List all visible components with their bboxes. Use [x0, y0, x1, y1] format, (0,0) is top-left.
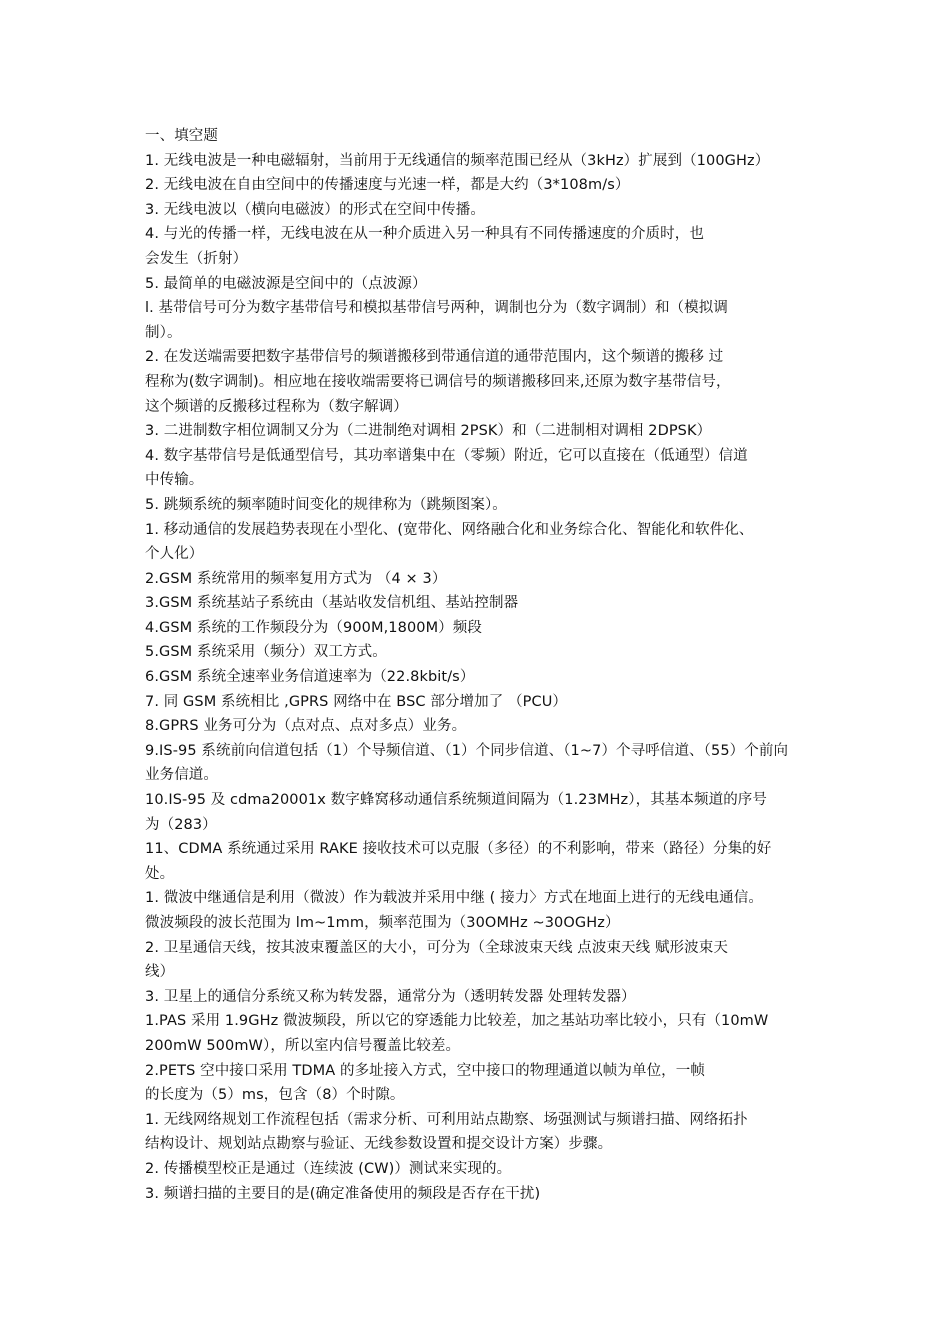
text-line: 200mW 500mW），所以室内信号覆盖比较差。: [145, 1037, 461, 1054]
text-line: 2. 卫星通信天线，按其波束覆盖区的大小，可分为（全球波束天线 点波束天线 赋形波束天: [145, 939, 728, 956]
text-line: 一、填空题: [145, 128, 218, 144]
text-line: 2.PETS 空中接口采用 TDMA 的多址接入方式，空中接口的物理通道以帧为单位，一帧: [145, 1062, 705, 1079]
text-line: 3. 二进制数字相位调制又分为（二进制绝对调相 2PSK）和（二进制相对调相 2DPSK）: [145, 423, 712, 440]
text-line: 1. 无线网络规划工作流程包括（需求分析、可利用站点勘察、场强测试与频谱扫描、网络拓扑: [145, 1111, 748, 1128]
text-line: 5.GSM 系统采用（频分）双工方式。: [145, 644, 387, 661]
text-line: 业务信道。: [145, 767, 218, 784]
text-line: 处。: [145, 865, 175, 882]
text-line: 微波频段的波长范围为 lm~1mm，频率范围为（30OMHz ~30OGHz）: [145, 915, 620, 931]
text-line: 2.GSM 系统常用的频率复用方式为 （4 × 3）: [145, 570, 447, 587]
text-line: 1. 无线电波是一种电磁辐射，当前用于无线通信的频率范围已经从（3kHz）扩展到（100GHz）: [145, 152, 770, 169]
text-line: 2. 无线电波在自由空间中的传播速度与光速一样，都是大约（3*108m/s）: [145, 177, 630, 194]
text-line: 11、CDMA 系统通过采用 RAKE 接收技术可以克服（多径）的不利影响，带来（路径）分集的好: [145, 841, 772, 858]
text-line: 5. 最简单的电磁波源是空间中的（点波源）: [145, 275, 427, 292]
text-line: 4.GSM 系统的工作频段分为（900M,1800M）频段: [145, 619, 483, 636]
text-line: 8.GPRS 业务可分为（点对点、点对多点）业务。: [145, 718, 467, 735]
document-body: [145, 124, 825, 1206]
text-line: 程称为(数字调制)。相应地在接收端需要将已调信号的频谱搬移回来,还原为数字基带信号，: [145, 373, 731, 390]
text-line: 2. 传播模型校正是通过（连续波 (CW)）测试来实现的。: [145, 1160, 512, 1177]
text-line: 1. 微波中继通信是利用（微波）作为载波并采用中继 ( 接力〉方式在地面上进行的无线电通信。: [145, 890, 763, 907]
text-line: 会发生（折射）: [145, 250, 248, 267]
text-line: 结构设计、规划站点勘察与验证、无线参数设置和提交设计方案）步骤。: [145, 1136, 613, 1153]
text-line: 中传输。: [145, 472, 204, 489]
text-line: 个人化）: [145, 546, 204, 563]
text-line: 6.GSM 系统全速率业务信道速率为（22.8kbit/s）: [145, 669, 475, 686]
text-line: 4. 数字基带信号是低通型信号，其功率谱集中在（零频）附近，它可以直接在（低通型）信道: [145, 447, 748, 464]
text-line: 的长度为（5）ms，包含（8）个时隙。: [145, 1087, 405, 1104]
text-line: 线）: [145, 964, 175, 981]
text-line: 1. 移动通信的发展趋势表现在小型化、(宽带化、网络融合化和业务综合化、智能化和软件化、: [145, 521, 754, 538]
text-line: 2. 在发送端需要把数字基带信号的频谱搬移到带通信道的通带范围内，这个频谱的搬移 过: [145, 349, 724, 366]
text-line: 制）。: [145, 324, 182, 341]
text-line: 9.IS-95 系统前向信道包括（1）个导频信道、（1）个同步信道、（1~7）个寻呼信道、（55）个前向: [145, 742, 789, 759]
text-line: 3.GSM 系统基站子系统由（基站收发信机组、基站控制器: [145, 595, 519, 612]
text-line: 5. 跳频系统的频率随时间变化的规律称为（跳频图案）。: [145, 496, 507, 513]
text-line: 4. 与光的传播一样，无线电波在从一种介质进入另一种具有不同传播速度的介质时，也: [145, 226, 704, 243]
text-line: l. 基带信号可分为数字基带信号和模拟基带信号两种，调制也分为（数字调制）和（模拟调: [145, 300, 728, 317]
text-line: 1.PAS 采用 1.9GHz 微波频段，所以它的穿透能力比较差，加之基站功率比较小，只有（10mW: [145, 1013, 769, 1030]
text-line: 3. 频谱扫描的主要目的是(确定准备使用的频段是否存在干扰): [145, 1185, 541, 1202]
text-line: 7. 同 GSM 系统相比 ,GPRS 网络中在 BSC 部分增加了 （PCU）: [145, 693, 568, 710]
text-line: 这个频谱的反搬移过程称为（数字解调）: [145, 398, 408, 415]
text-line: 3. 无线电波以（横向电磁波）的形式在空间中传播。: [145, 201, 485, 218]
text-line: 3. 卫星上的通信分系统又称为转发器，通常分为（透明转发器 处理转发器）: [145, 988, 636, 1005]
text-line: 10.IS-95 及 cdma20001x 数字蜂窝移动通信系统频道间隔为（1.23MHz），其基本频道的序号: [145, 792, 768, 809]
text-line: 为（283）: [145, 816, 217, 833]
